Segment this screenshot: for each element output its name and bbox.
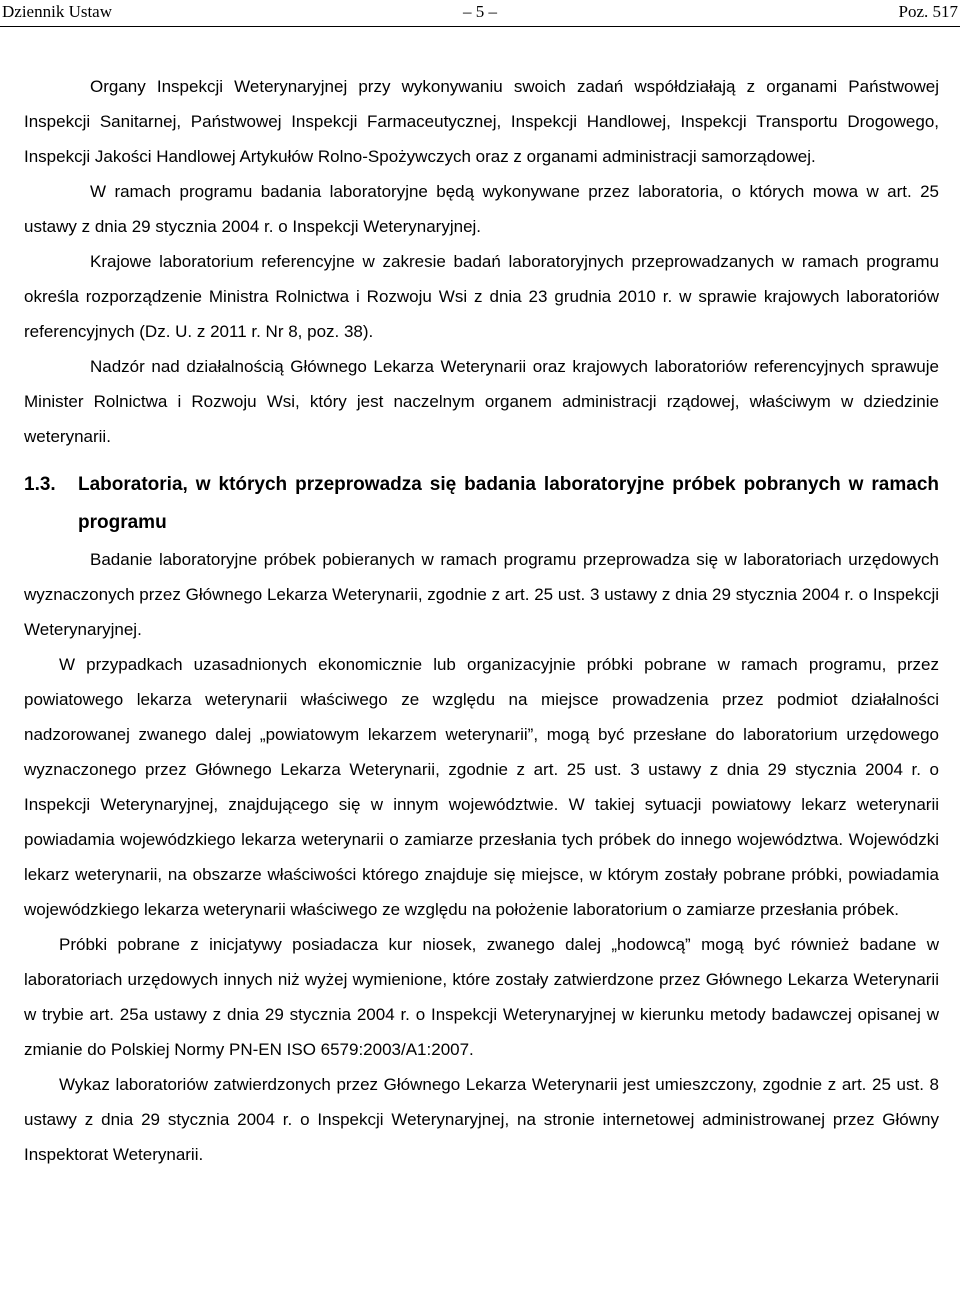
- document-body: [24, 69, 939, 1172]
- page-number: – 5 –: [463, 2, 497, 21]
- paragraph-breeder-samples: Próbki pobrane z inicjatywy posiadacza kur niosek, zwanego dalej „hodowcą” mogą być również badane w laboratoriach urzędowych innych niż wyżej wymienione, które zostały zatwierdzone przez Głównego Lekarza Weterynarii w trybie art. 25a ustawy z dnia 29 stycznia 2004 r. o Inspekcji Weterynaryjnej w kierunku metody badawczej opisanej w zmianie do Polskiej Normy PN-EN ISO 6579:2003/A1:2007.: [24, 935, 939, 1059]
- paragraph-cooperation: Organy Inspekcji Weterynaryjnej przy wykonywaniu swoich zadań współdziałają z organami Państwowej Inspekcji Sanitarnej, Państwowej Inspekcji Farmaceutycznej, Inspekcji Handlowej, Inspekcji Transportu Drogowego, Inspekcji Jakości Handlowej Artykułów Rolno-Spożywczych oraz z organami administracji samorządowej.: [24, 77, 939, 166]
- paragraph-laboratories: W ramach programu badania laboratoryjne będą wykonywane przez laboratoria, o których mowa w art. 25 ustawy z dnia 29 stycznia 2004 r. o Inspekcji Weterynaryjnej.: [24, 182, 939, 236]
- paragraph-approved-list: Wykaz laboratoriów zatwierdzonych przez Głównego Lekarza Weterynarii jest umieszczony, zgodnie z art. 25 ust. 8 ustawy z dnia 29 stycznia 2004 r. o Inspekcji Weterynaryjnej, na stronie internetowej administrowanej przez Główny Inspektorat Weterynarii.: [24, 1075, 939, 1164]
- section-number: 1.3.: [24, 474, 56, 495]
- paragraph-supervision: Nadzór nad działalnością Głównego Lekarza Weterynarii oraz krajowych laboratoriów referencyjnych sprawuje Minister Rolnictwa i Rozwoju Wsi, który jest naczelnym organem administracji rządowej, właściwym w dziedzinie weterynarii.: [24, 357, 939, 446]
- paragraph-reference-lab: Krajowe laboratorium referencyjne w zakresie badań laboratoryjnych przeprowadzanych w ramach programu określa rozporządzenie Ministra Rolnictwa i Rozwoju Wsi z dnia 23 grudnia 2010 r. w sprawie krajowych laboratoriów referencyjnych (Dz. U. z 2011 r. Nr 8, poz. 38).: [24, 252, 939, 341]
- journal-name: Dziennik Ustaw: [2, 2, 113, 21]
- section-heading: [24, 466, 939, 542]
- paragraph-testing: Badanie laboratoryjne próbek pobieranych w ramach programu przeprowadza się w laboratoriach urzędowych wyznaczonych przez Głównego Lekarza Weterynarii, zgodnie z art. 25 ust. 3 ustawy z dnia 29 stycznia 2004 r. o Inspekcji Weterynaryjnej.: [24, 550, 939, 639]
- page-header: [0, 0, 960, 27]
- section-title: Laboratoria, w których przeprowadza się badania laboratoryjne próbek pobranych w ramach programu: [78, 474, 939, 533]
- paragraph-economic-cases: W przypadkach uzasadnionych ekonomicznie lub organizacyjnie próbki pobrane w ramach programu, przez powiatowego lekarza weterynarii właściwego ze względu na miejsce prowadzenia przez podmiot działalności nadzorowanej zwanego dalej „powiatowym lekarzem weterynarii”, mogą być przesłane do laboratorium urzędowego wyznaczonego przez Głównego Lekarza Weterynarii, zgodnie z art. 25 ust. 3 ustawy z dnia 29 stycznia 2004 r. o Inspekcji Weterynaryjnej, znajdującego się w innym województwie. W takiej sytuacji powiatowy lekarz weterynarii powiadamia wojewódzkiego lekarza weterynarii o zamiarze przesłania tych próbek do innego województwa. Wojewódzki lekarz weterynarii, na obszarze właściwości którego znajduje się miejsce, w którym zostały pobrane próbki, powiadamia wojewódzkiego lekarza weterynarii właściwego ze względu na położenie laboratorium o zamiarze przesłania próbek.: [24, 655, 939, 919]
- position-number: Poz. 517: [898, 2, 958, 21]
